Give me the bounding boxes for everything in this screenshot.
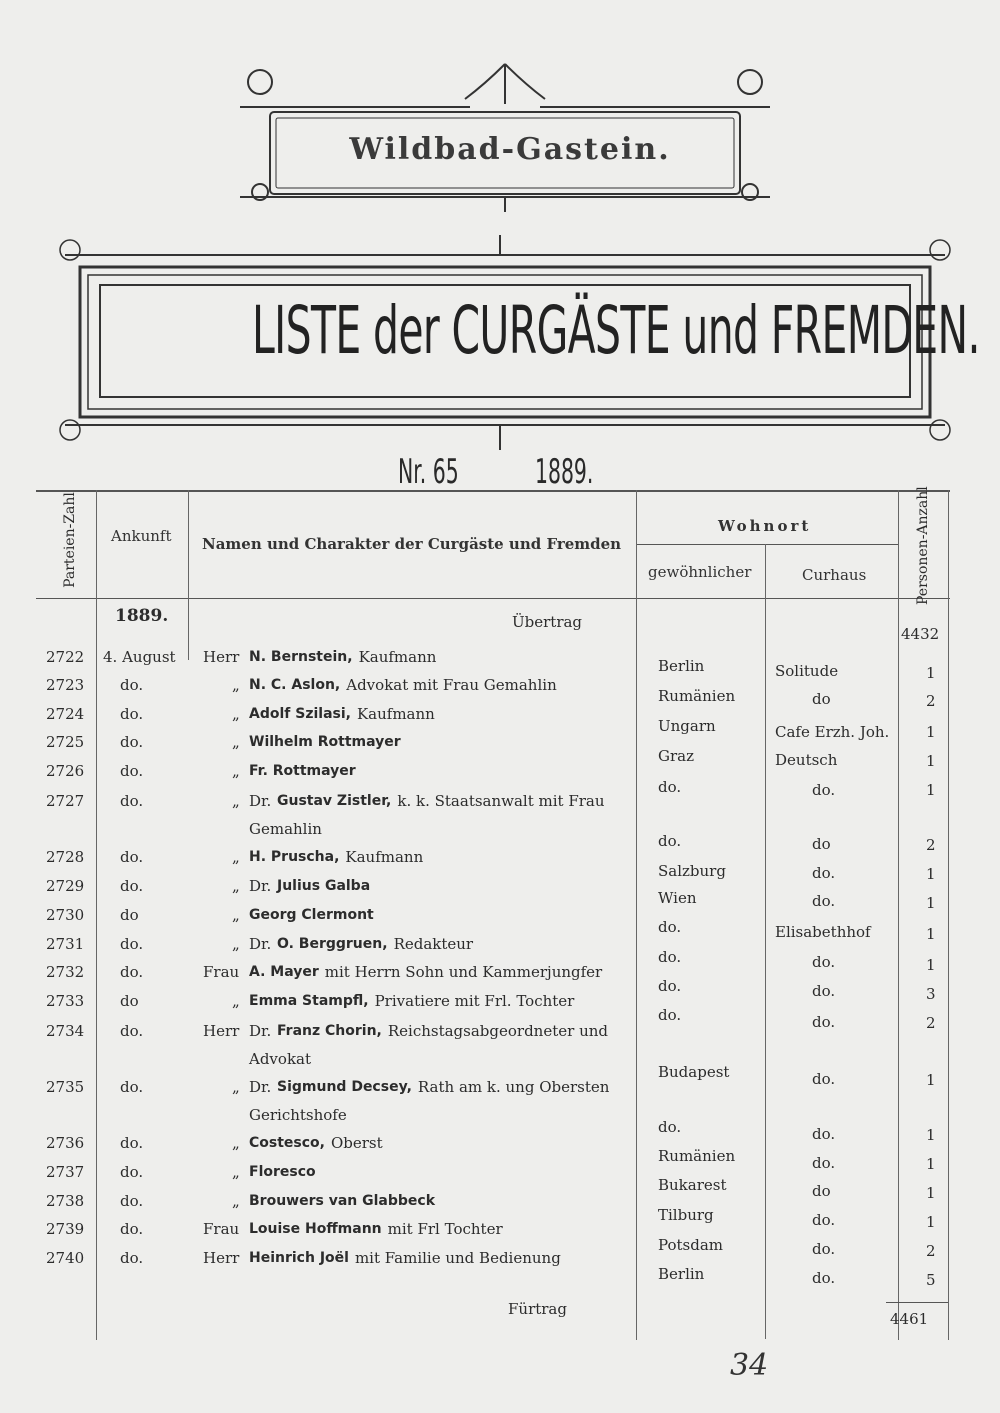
row-curhaus: Cafe Erzh. Joh. xyxy=(775,723,890,741)
header-gewoehnlicher: gewöhnlicher xyxy=(648,563,752,581)
row-name: Franz Chorin, xyxy=(277,1023,382,1039)
row-date: do. xyxy=(120,963,144,981)
col-divider xyxy=(898,490,899,1340)
row-description: Kaufmann xyxy=(345,848,424,866)
row-prefix: „ xyxy=(232,877,240,895)
row-number: 2731 xyxy=(46,935,85,953)
row-date: do. xyxy=(120,1220,144,1238)
row-prefix: „ xyxy=(232,906,240,924)
row-name: Georg Clermont xyxy=(249,907,374,923)
row-curhaus: do. xyxy=(812,1240,836,1258)
row-count: 2 xyxy=(926,1242,936,1260)
header-ankunft: Ankunft xyxy=(111,527,172,545)
row-count: 1 xyxy=(926,925,936,943)
row-prefix: „ xyxy=(232,1163,240,1181)
row-name: Sigmund Decsey, xyxy=(277,1079,412,1095)
row-title: Dr. xyxy=(249,1078,272,1096)
fuertrag-rule xyxy=(886,1302,948,1303)
row-date: do. xyxy=(120,1192,144,1210)
row-name: Emma Stampfl, xyxy=(249,993,369,1009)
row-origin: do. xyxy=(658,1118,682,1136)
row-number: 2739 xyxy=(46,1220,85,1238)
row-date: do. xyxy=(120,1163,144,1181)
row-date: do. xyxy=(120,733,144,751)
row-count: 1 xyxy=(926,1126,936,1144)
row-description: Redakteur xyxy=(393,935,474,953)
row-name: Wilhelm Rottmayer xyxy=(249,734,401,750)
row-description-cont: Gemahlin xyxy=(249,820,322,838)
row-name: N. C. Aslon, xyxy=(249,677,341,693)
wohnort-sub-rule xyxy=(636,544,898,545)
row-description: mit Herrn Sohn und Kammerjungfer xyxy=(324,963,603,981)
row-date: do. xyxy=(120,935,144,953)
row-curhaus: do. xyxy=(812,781,836,799)
row-prefix: „ xyxy=(232,705,240,723)
row-title: Dr. xyxy=(249,1022,272,1040)
header-parteien: Parteien-Zahl xyxy=(62,492,78,588)
row-description: mit Frl Tochter xyxy=(387,1220,503,1238)
row-name: O. Berggruen, xyxy=(277,936,388,952)
row-prefix: „ xyxy=(232,1078,240,1096)
row-curhaus: Deutsch xyxy=(775,751,838,769)
col-divider xyxy=(765,544,766,1339)
row-title: Dr. xyxy=(249,935,272,953)
row-date: do. xyxy=(120,1134,144,1152)
row-description-cont: Gerichtshofe xyxy=(249,1106,347,1124)
issue-number: Nr. 65 xyxy=(398,452,459,492)
row-origin: Tilburg xyxy=(658,1206,714,1224)
table-header-rule xyxy=(36,598,950,599)
row-prefix: „ xyxy=(232,992,240,1010)
row-number: 2734 xyxy=(46,1022,85,1040)
row-count: 1 xyxy=(926,752,936,770)
col-divider xyxy=(96,490,97,1340)
row-prefix: Herr xyxy=(203,1022,240,1040)
row-name: Julius Galba xyxy=(277,878,371,894)
row-curhaus: do. xyxy=(812,864,836,882)
row-number: 2722 xyxy=(46,648,85,666)
uebertrag-value: 4432 xyxy=(901,625,940,643)
row-description: k. k. Staatsanwalt mit Frau xyxy=(397,792,605,810)
row-curhaus: Solitude xyxy=(775,662,839,680)
uebertrag-label: Übertrag xyxy=(512,613,583,631)
row-name: Fr. Rottmayer xyxy=(249,763,356,779)
row-prefix: „ xyxy=(232,733,240,751)
row-curhaus: do xyxy=(812,835,831,853)
row-origin: Rumänien xyxy=(658,1147,736,1165)
row-origin: do. xyxy=(658,918,682,936)
row-name: Gustav Zistler, xyxy=(277,793,392,809)
row-name: H. Pruscha, xyxy=(249,849,340,865)
row-name: A. Mayer xyxy=(249,964,319,980)
row-origin: do. xyxy=(658,1006,682,1024)
row-number: 2727 xyxy=(46,792,85,810)
row-origin: do. xyxy=(658,778,682,796)
row-number: 2740 xyxy=(46,1249,85,1267)
col-divider xyxy=(636,490,637,1340)
row-date: do xyxy=(120,906,139,924)
row-title: Dr. xyxy=(249,877,272,895)
row-name: Floresco xyxy=(249,1164,316,1180)
row-origin: Ungarn xyxy=(658,717,716,735)
row-curhaus: do. xyxy=(812,982,836,1000)
header-personen: Personen-Anzahl xyxy=(915,486,931,605)
fuertrag-value: 4461 xyxy=(890,1310,929,1328)
row-origin: Potsdam xyxy=(658,1236,724,1254)
row-date: do. xyxy=(120,1249,144,1267)
row-date: do. xyxy=(120,848,144,866)
row-date: do. xyxy=(120,792,144,810)
row-origin: Wien xyxy=(658,889,697,907)
row-date: do. xyxy=(120,676,144,694)
row-prefix: „ xyxy=(232,935,240,953)
row-date: do. xyxy=(120,762,144,780)
row-count: 2 xyxy=(926,836,936,854)
row-count: 1 xyxy=(926,1071,936,1089)
issue-year: 1889. xyxy=(535,452,594,492)
row-curhaus: do. xyxy=(812,1211,836,1229)
row-number: 2732 xyxy=(46,963,85,981)
list-title: LISTE der CURGÄSTE und FREMDEN. xyxy=(252,292,980,369)
row-count: 1 xyxy=(926,723,936,741)
row-name: Costesco, xyxy=(249,1135,325,1151)
row-origin: Budapest xyxy=(658,1063,730,1081)
row-number: 2736 xyxy=(46,1134,85,1152)
row-description: Privatiere mit Frl. Tochter xyxy=(374,992,575,1010)
row-description: Advokat mit Frau Gemahlin xyxy=(346,676,557,694)
row-description: Kaufmann xyxy=(356,705,435,723)
row-description: Rath am k. ung Obersten xyxy=(417,1078,610,1096)
row-prefix: „ xyxy=(232,792,240,810)
row-date: do. xyxy=(120,1022,144,1040)
row-count: 1 xyxy=(926,1213,936,1231)
fuertrag-label: Fürtrag xyxy=(508,1300,567,1318)
row-prefix: „ xyxy=(232,1134,240,1152)
row-curhaus: do. xyxy=(812,1070,836,1088)
row-count: 1 xyxy=(926,894,936,912)
row-count: 1 xyxy=(926,956,936,974)
row-number: 2729 xyxy=(46,877,85,895)
col-divider xyxy=(948,490,949,1340)
row-origin: Bukarest xyxy=(658,1176,727,1194)
row-number: 2726 xyxy=(46,762,85,780)
row-origin: Rumänien xyxy=(658,687,736,705)
row-count: 5 xyxy=(926,1271,936,1289)
row-number: 2733 xyxy=(46,992,85,1010)
row-count: 3 xyxy=(926,985,936,1003)
row-origin: Berlin xyxy=(658,657,705,675)
row-curhaus: do. xyxy=(812,953,836,971)
row-date: do. xyxy=(120,877,144,895)
row-prefix: Herr xyxy=(203,648,240,666)
row-prefix: „ xyxy=(232,1192,240,1210)
row-date: do. xyxy=(120,705,144,723)
row-curhaus: Elisabethhof xyxy=(775,923,871,941)
row-count: 2 xyxy=(926,692,936,710)
row-curhaus: do. xyxy=(812,1125,836,1143)
row-date: do xyxy=(120,992,139,1010)
table-top-rule xyxy=(36,490,950,492)
row-count: 2 xyxy=(926,1014,936,1032)
year-label: 1889. xyxy=(115,606,169,626)
row-description: mit Familie und Bedienung xyxy=(354,1249,561,1267)
row-name: Heinrich Joël xyxy=(249,1250,349,1266)
row-curhaus: do. xyxy=(812,1013,836,1031)
row-curhaus: do. xyxy=(812,892,836,910)
row-prefix: „ xyxy=(232,762,240,780)
row-origin: do. xyxy=(658,948,682,966)
row-origin: do. xyxy=(658,832,682,850)
row-curhaus: do xyxy=(812,1182,831,1200)
header-curhaus: Curhaus xyxy=(802,566,867,584)
row-number: 2730 xyxy=(46,906,85,924)
row-description: Reichstagsabgeordneter und xyxy=(387,1022,608,1040)
row-number: 2723 xyxy=(46,676,85,694)
header-namen: Namen und Charakter der Curgäste und Fremden xyxy=(202,535,622,553)
row-curhaus: do. xyxy=(812,1269,836,1287)
col-divider xyxy=(188,490,189,660)
row-number: 2737 xyxy=(46,1163,85,1181)
row-count: 1 xyxy=(926,865,936,883)
row-prefix: „ xyxy=(232,676,240,694)
row-prefix: Frau xyxy=(203,963,240,981)
row-description: Kaufmann xyxy=(358,648,437,666)
row-count: 1 xyxy=(926,781,936,799)
row-number: 2724 xyxy=(46,705,85,723)
row-number: 2735 xyxy=(46,1078,85,1096)
row-count: 1 xyxy=(926,1155,936,1173)
row-origin: Graz xyxy=(658,747,694,765)
row-count: 1 xyxy=(926,664,936,682)
row-name: Brouwers van Glabbeck xyxy=(249,1193,435,1209)
row-curhaus: do. xyxy=(812,1154,836,1172)
row-count: 1 xyxy=(926,1184,936,1202)
handwritten-page-number: 34 xyxy=(730,1348,769,1383)
place-title: Wildbad-Gastein. xyxy=(349,132,671,167)
row-prefix: „ xyxy=(232,848,240,866)
row-name: Adolf Szilasi, xyxy=(249,706,351,722)
row-prefix: Frau xyxy=(203,1220,240,1238)
row-curhaus: do xyxy=(812,690,831,708)
row-date: 4. August xyxy=(103,648,176,666)
row-date: do. xyxy=(120,1078,144,1096)
row-number: 2738 xyxy=(46,1192,85,1210)
row-title: Dr. xyxy=(249,792,272,810)
row-description: Oberst xyxy=(330,1134,383,1152)
row-name: Louise Hoffmann xyxy=(249,1221,382,1237)
row-origin: Berlin xyxy=(658,1265,705,1283)
row-number: 2728 xyxy=(46,848,85,866)
header-wohnort: Wohnort xyxy=(718,517,812,535)
row-name: N. Bernstein, xyxy=(249,649,353,665)
row-origin: Salzburg xyxy=(658,862,726,880)
row-prefix: Herr xyxy=(203,1249,240,1267)
row-origin: do. xyxy=(658,977,682,995)
row-number: 2725 xyxy=(46,733,85,751)
row-description-cont: Advokat xyxy=(249,1050,311,1068)
